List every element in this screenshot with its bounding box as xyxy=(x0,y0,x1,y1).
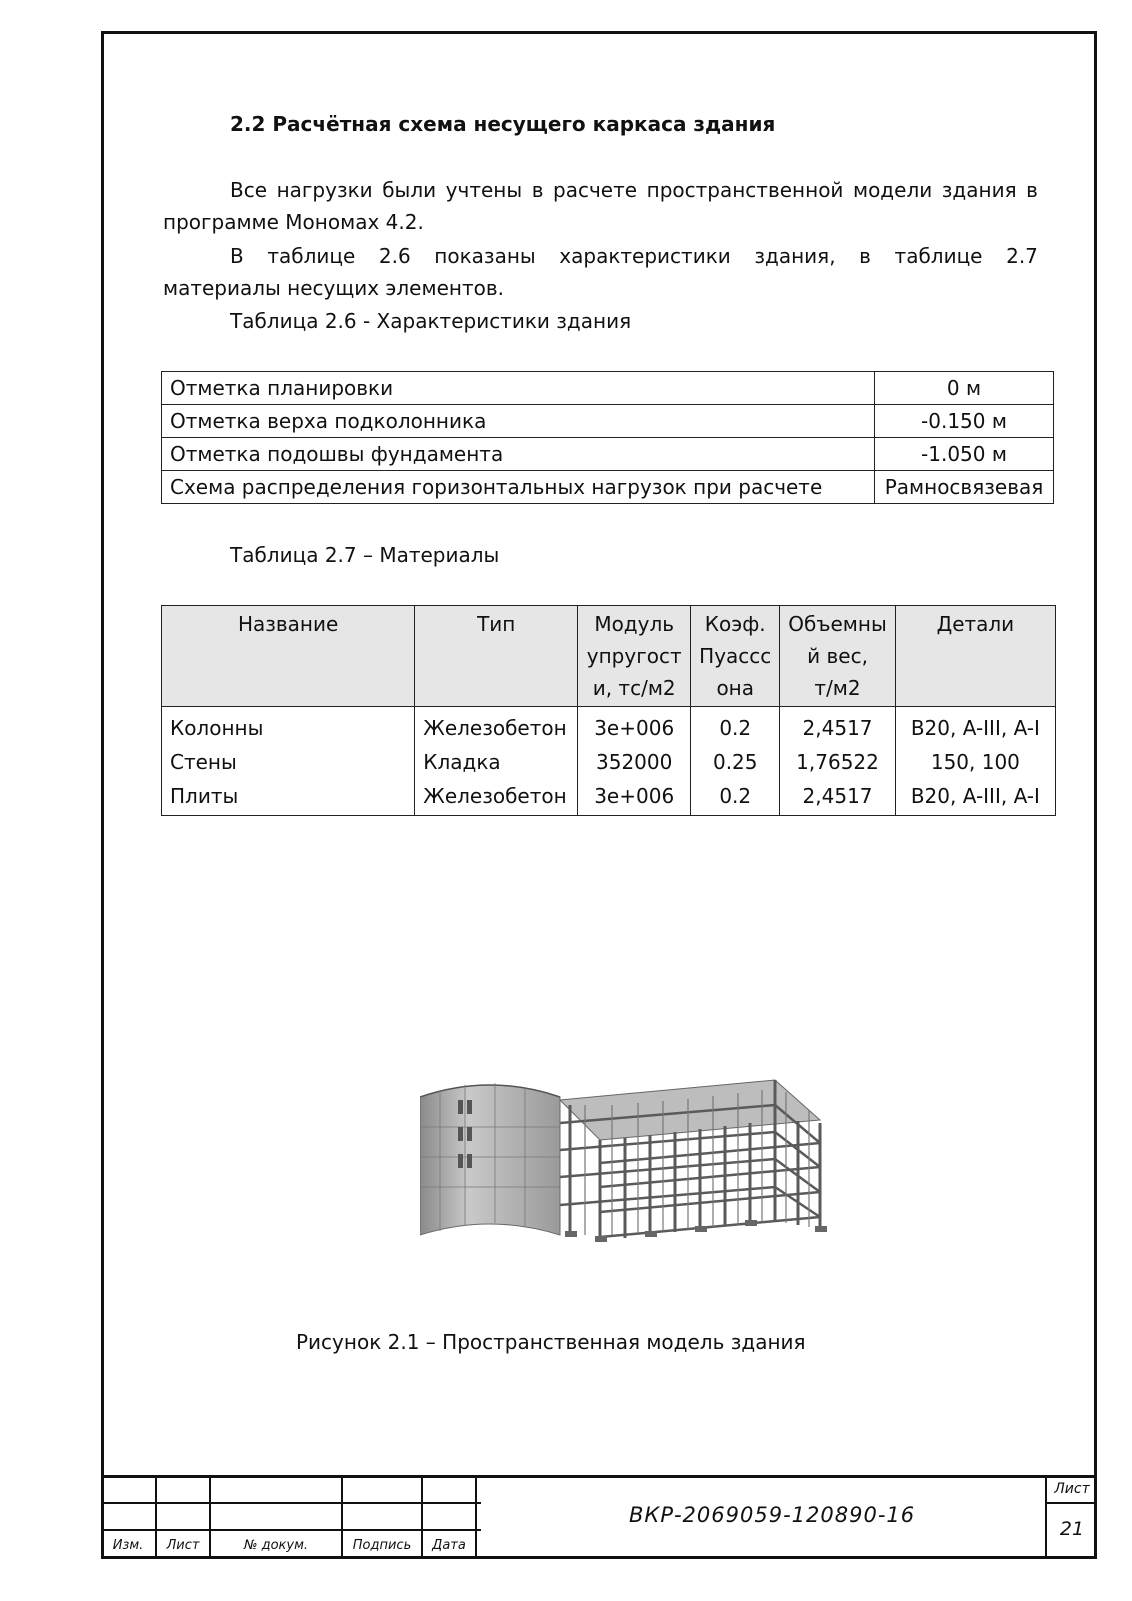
word: в xyxy=(531,178,544,202)
stamp-label-signature: Подпись xyxy=(352,1538,412,1553)
table-row xyxy=(162,438,1054,471)
header-line: Детали xyxy=(936,612,1015,636)
table-cell: Кладка xyxy=(415,745,578,779)
document-code: ВКР-2069059-120890-16 xyxy=(629,1503,916,1527)
word: Все xyxy=(230,178,268,202)
stamp-label-date: Дата xyxy=(432,1538,466,1553)
stamp-label-sheet: Лист xyxy=(166,1538,200,1553)
header-cell-name xyxy=(162,606,415,707)
header-line: и, тс/м2 xyxy=(592,676,676,700)
stamp-row-line xyxy=(1045,1502,1097,1504)
table-cell-value: -0.150 м xyxy=(875,405,1054,438)
table-cell: Колонны xyxy=(162,707,415,746)
table-cell: Стены xyxy=(162,745,415,779)
table-cell-label: Отметка верха подколонника xyxy=(162,405,875,438)
word: 2.7 xyxy=(1006,244,1038,268)
cylindrical-wall xyxy=(420,1083,560,1235)
stamp-row-line xyxy=(101,1502,481,1504)
frame-structure xyxy=(560,1080,820,1240)
paragraph-2-line-2: материалы несущих элементов. xyxy=(163,276,504,300)
word: таблице xyxy=(267,244,356,268)
header-line: она xyxy=(716,676,755,700)
header-line: упругост xyxy=(586,644,682,668)
word: 2.6 xyxy=(378,244,411,268)
word: в xyxy=(859,244,871,268)
table-cell: 352000 xyxy=(578,745,691,779)
table-cell: 2,4517 xyxy=(780,779,895,816)
table-row xyxy=(162,745,1056,779)
table-cell: 0.2 xyxy=(691,707,780,746)
stamp-label-doc-number: № докум. xyxy=(243,1538,309,1553)
header-line: т/м2 xyxy=(814,676,861,700)
paragraph-2-line-1 xyxy=(230,240,1038,272)
header-line: Модуль xyxy=(594,612,675,636)
header-line: Тип xyxy=(477,612,516,636)
header-line: Объемны xyxy=(788,612,887,636)
table-row xyxy=(162,471,1054,504)
table-cell: B20, A-III, A-I xyxy=(895,779,1055,816)
word: были xyxy=(382,178,437,202)
table-cell-value: Рамносвязевая xyxy=(875,471,1054,504)
header-cell-details xyxy=(895,606,1055,707)
table-2-6-caption: Таблица 2.6 - Характеристики здания xyxy=(230,309,632,333)
table-cell: 3e+006 xyxy=(578,707,691,746)
figure-caption: Рисунок 2.1 – Пространственная модель здания xyxy=(296,1330,806,1354)
word: показаны xyxy=(434,244,536,268)
table-row xyxy=(162,707,1056,746)
table-cell: 1,76522 xyxy=(780,745,895,779)
stamp-row-line xyxy=(101,1529,481,1531)
header-cell-poisson xyxy=(691,606,780,707)
table-cell-value: -1.050 м xyxy=(875,438,1054,471)
table-cell: 2,4517 xyxy=(780,707,895,746)
title-block xyxy=(101,1475,1097,1559)
table-cell: Железобетон xyxy=(415,707,578,746)
header-cell-density xyxy=(780,606,895,707)
table-2-7 xyxy=(161,605,1056,816)
word: учтены xyxy=(445,178,523,202)
sheet-number: 21 xyxy=(1059,1518,1085,1540)
header-cell-modulus xyxy=(578,606,691,707)
header-line: Пуассс xyxy=(699,644,772,668)
table-2-6 xyxy=(161,371,1054,504)
word: пространственной xyxy=(646,178,844,202)
word: в xyxy=(1026,178,1038,202)
word: здания xyxy=(941,178,1017,202)
building-model-figure xyxy=(420,1065,835,1250)
word: расчете xyxy=(553,178,638,202)
header-line: Название xyxy=(237,612,339,636)
foundations xyxy=(565,1220,827,1242)
paragraph-1-line-2: программе Мономах 4.2. xyxy=(163,210,424,234)
table-cell: B20, A-III, A-I xyxy=(895,707,1055,746)
table-cell: Железобетон xyxy=(415,779,578,816)
table-header-row xyxy=(162,606,1056,707)
paragraph-1-line-1 xyxy=(230,174,1038,206)
table-cell: 150, 100 xyxy=(895,745,1055,779)
table-cell-label: Отметка планировки xyxy=(162,372,875,405)
section-heading: 2.2 Расчётная схема несущего каркаса здания xyxy=(230,112,776,136)
table-row xyxy=(162,779,1056,816)
stamp-col-line xyxy=(475,1475,477,1559)
header-cell-type xyxy=(415,606,578,707)
word: характеристики xyxy=(559,244,731,268)
word: модели xyxy=(852,178,933,202)
stamp-top-border xyxy=(101,1475,1097,1478)
table-row xyxy=(162,372,1054,405)
table-2-7-caption: Таблица 2.7 – Материалы xyxy=(230,543,500,567)
word: таблице xyxy=(894,244,983,268)
table-cell: Плиты xyxy=(162,779,415,816)
table-cell: 3e+006 xyxy=(578,779,691,816)
table-cell-value: 0 м xyxy=(875,372,1054,405)
header-line: й вес, xyxy=(807,644,868,668)
table-row xyxy=(162,405,1054,438)
word: здания, xyxy=(754,244,836,268)
word: В xyxy=(230,244,244,268)
table-cell-label: Отметка подошвы фундамента xyxy=(162,438,875,471)
table-cell: 0.2 xyxy=(691,779,780,816)
table-cell-label: Схема распределения горизонтальных нагрузок при расчете xyxy=(162,471,875,504)
word: нагрузки xyxy=(276,178,373,202)
stamp-label-change: Изм. xyxy=(112,1538,144,1553)
sheet-label: Лист xyxy=(1054,1481,1090,1497)
table-cell: 0.25 xyxy=(691,745,780,779)
header-line: Коэф. xyxy=(704,612,766,636)
